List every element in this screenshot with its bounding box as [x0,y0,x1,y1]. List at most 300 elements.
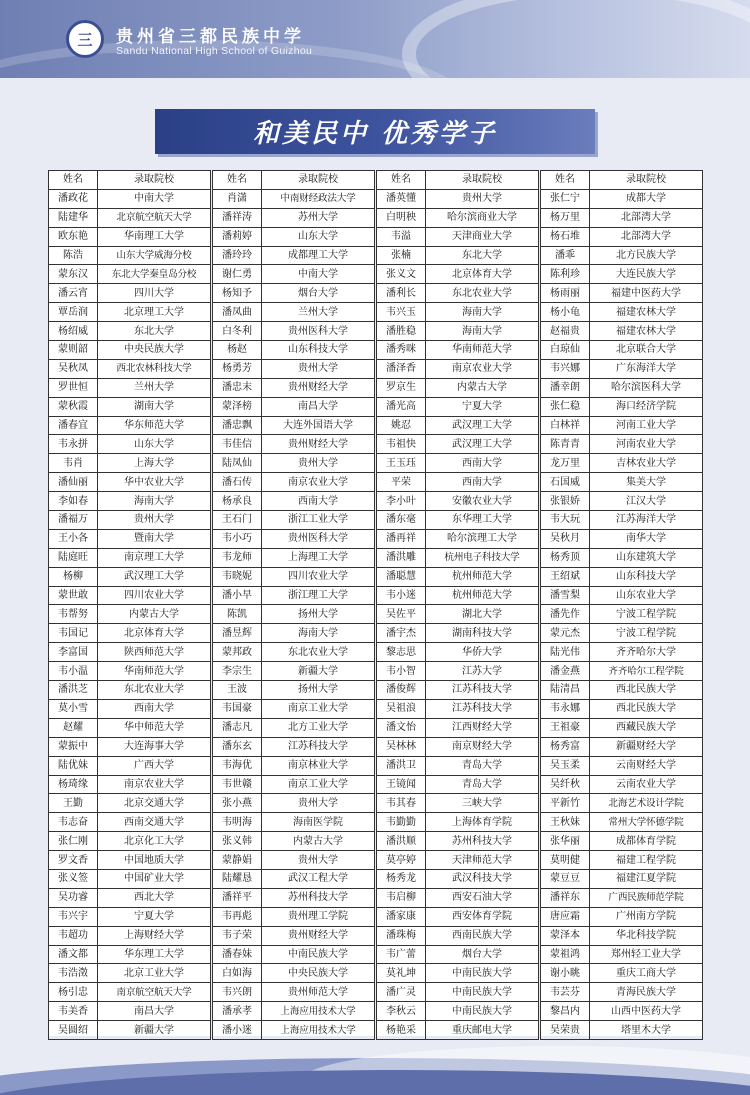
table-row [541,643,703,662]
admitted-school: 武汉理工大学 [426,416,539,435]
admitted-school: 浙江理工大学 [262,586,375,605]
student-name: 潘聪慧 [377,567,426,586]
admitted-school: 天津师范大学 [426,851,539,870]
school-name-chinese: 贵州省三都民族中学 [116,27,305,47]
page-title: 和美民中 优秀学子 [252,119,498,149]
admitted-school: 南昌大学 [98,1002,211,1021]
admitted-school: 北京体育大学 [426,265,539,284]
table-row [49,586,211,605]
admitted-school: 北京化工大学 [98,832,211,851]
student-name: 潘祥平 [213,888,262,907]
student-name: 蒙泽本 [541,926,590,945]
admitted-school: 新疆财经大学 [590,737,703,756]
student-name: 吴佐平 [377,605,426,624]
student-name: 杨琦缘 [49,775,98,794]
student-name: 杨雨丽 [541,284,590,303]
student-name: 王祖豪 [541,718,590,737]
admitted-school: 贵州大学 [262,851,375,870]
admitted-school: 武汉理工大学 [426,435,539,454]
admitted-school: 广东海洋大学 [590,359,703,378]
student-name: 陈浩 [49,246,98,265]
admitted-school: 山东科技大学 [590,567,703,586]
admitted-school: 中南民族大学 [426,964,539,983]
student-name: 李宗生 [213,662,262,681]
table-row [377,246,539,265]
student-name: 杨引忠 [49,983,98,1002]
admitted-school: 贵州医科大学 [262,529,375,548]
header-school: 录取院校 [262,171,375,190]
table-row [377,718,539,737]
table-row [213,624,375,643]
student-name: 韦国记 [49,624,98,643]
admitted-school: 南京工业大学 [262,699,375,718]
table-row [541,869,703,888]
student-name: 韦国豪 [213,699,262,718]
table-row [49,718,211,737]
student-name: 潘昱辉 [213,624,262,643]
admitted-school: 烟台大学 [262,284,375,303]
admitted-school: 西南交通大学 [98,813,211,832]
student-name: 陆凤仙 [213,454,262,473]
admitted-school: 南昌大学 [262,397,375,416]
table-row [377,284,539,303]
student-name: 白如海 [213,964,262,983]
table-row [377,435,539,454]
admitted-school: 海南大学 [426,322,539,341]
admitted-school: 成都体育学院 [590,832,703,851]
admitted-school: 南京财经大学 [426,737,539,756]
student-name: 韦祖快 [377,435,426,454]
student-name: 潘承孝 [213,1002,262,1021]
table-row [541,775,703,794]
student-name: 潘胜稳 [377,322,426,341]
student-name: 白冬利 [213,322,262,341]
table-row [213,832,375,851]
student-name: 杨知予 [213,284,262,303]
admission-table-3 [376,170,539,1036]
student-name: 罗世恒 [49,378,98,397]
admitted-school: 四川大学 [98,284,211,303]
admitted-school: 东北农业大学 [98,681,211,700]
admitted-school: 福建农林大学 [590,303,703,322]
table-row [49,378,211,397]
admitted-school: 南京航空航天大学 [98,983,211,1002]
student-name: 李富国 [49,643,98,662]
admitted-school: 华中师范大学 [98,718,211,737]
admitted-school: 北京航空航天大学 [98,208,211,227]
table-row [377,662,539,681]
header-name: 姓名 [541,171,590,190]
student-name: 潘东玄 [213,737,262,756]
student-name: 韦海优 [213,756,262,775]
admitted-school: 山西中医药大学 [590,1002,703,1021]
table-row [49,567,211,586]
admitted-school: 青岛大学 [426,775,539,794]
student-name: 白林祥 [541,416,590,435]
student-name: 韦肖 [49,454,98,473]
student-name: 杨艳采 [377,1021,426,1040]
admitted-school: 南京理工大学 [98,548,211,567]
student-name: 张银娇 [541,492,590,511]
admitted-school: 宁波工程学院 [590,605,703,624]
student-name: 肖潇 [213,189,262,208]
table-row [213,473,375,492]
table-row [213,888,375,907]
table-row [541,737,703,756]
table-row [541,511,703,530]
table-row [541,681,703,700]
student-name: 潘小早 [213,586,262,605]
table-row [541,227,703,246]
table-row [541,926,703,945]
admitted-school: 上海财经大学 [98,926,211,945]
student-name: 陆优妹 [49,756,98,775]
table-row [213,813,375,832]
table-row [541,303,703,322]
admitted-school: 华南理工大学 [98,227,211,246]
admitted-school: 中南大学 [262,265,375,284]
admitted-school: 广西民族师范学院 [590,888,703,907]
admitted-school: 山东建筑大学 [590,548,703,567]
table-row [213,246,375,265]
table-row [49,983,211,1002]
admitted-school: 成都大学 [590,189,703,208]
student-name: 潘洪雕 [377,548,426,567]
student-name: 杨秀顶 [541,548,590,567]
header-school: 录取院校 [426,171,539,190]
header-name: 姓名 [49,171,98,190]
admitted-school: 西北农林科技大学 [98,359,211,378]
student-name: 吴秋凤 [49,359,98,378]
admitted-school: 吉林农业大学 [590,454,703,473]
student-name: 李如春 [49,492,98,511]
table-row [377,888,539,907]
student-name: 张华丽 [541,832,590,851]
table-row [377,964,539,983]
table-row [377,775,539,794]
table-row [377,832,539,851]
student-name: 潘小迷 [213,1021,262,1040]
student-name: 韦芸芬 [541,983,590,1002]
table-header-row [377,171,539,190]
admitted-school: 广州南方学院 [590,907,703,926]
admitted-school: 陕西师范大学 [98,643,211,662]
table-row [49,397,211,416]
table-row [213,945,375,964]
admitted-school: 东北农业大学 [262,643,375,662]
table-row [541,473,703,492]
student-name: 罗京生 [377,378,426,397]
student-name: 黎昌内 [541,1002,590,1021]
table-row [377,227,539,246]
admitted-school: 南京工业大学 [262,775,375,794]
student-name: 莫亭婷 [377,851,426,870]
table-row [541,983,703,1002]
admitted-school: 武汉工程大学 [262,869,375,888]
student-name: 杨赵 [213,341,262,360]
admitted-school: 四川农业大学 [262,567,375,586]
table-row [49,435,211,454]
table-row [541,1002,703,1021]
table-row [541,322,703,341]
admitted-school: 烟台大学 [426,945,539,964]
admitted-school: 广西大学 [98,756,211,775]
admitted-school: 北方工业大学 [262,718,375,737]
student-name: 蒙秋霞 [49,397,98,416]
admitted-school: 北部湾大学 [590,227,703,246]
table-row [49,888,211,907]
table-row [49,737,211,756]
student-name: 陈青青 [541,435,590,454]
table-row [377,643,539,662]
student-name: 潘雪梨 [541,586,590,605]
admitted-school: 华南师范大学 [98,662,211,681]
table-row [49,322,211,341]
student-name: 潘光高 [377,397,426,416]
table-row [377,359,539,378]
student-name: 蒙豆豆 [541,869,590,888]
admitted-school: 三峡大学 [426,794,539,813]
table-row [213,964,375,983]
student-name: 韦帮努 [49,605,98,624]
admitted-school: 东华理工大学 [426,511,539,530]
table-row [541,586,703,605]
table-row [377,945,539,964]
table-row [49,473,211,492]
student-name: 张仁宁 [541,189,590,208]
table-row [377,511,539,530]
table-row [213,737,375,756]
student-name: 杨石堆 [541,227,590,246]
admitted-school: 江苏科技大学 [262,737,375,756]
table-row [213,662,375,681]
student-name: 韦大玩 [541,511,590,530]
student-name: 韦小迷 [377,586,426,605]
table-row [49,832,211,851]
admitted-school: 中南大学 [98,189,211,208]
admitted-school: 东北大学 [98,322,211,341]
admitted-school: 北京工业大学 [98,964,211,983]
table-row [49,907,211,926]
admitted-school: 西南大学 [426,473,539,492]
admitted-school: 西南民族大学 [426,926,539,945]
table-row [49,624,211,643]
admitted-school: 海南大学 [98,492,211,511]
table-row [213,378,375,397]
admitted-school: 内蒙古大学 [426,378,539,397]
admitted-school: 杭州电子科技大学 [426,548,539,567]
admitted-school: 扬州大学 [262,681,375,700]
table-row [541,492,703,511]
student-name: 潘先作 [541,605,590,624]
table-row [49,492,211,511]
admitted-school: 内蒙古大学 [262,832,375,851]
student-name: 韦兴宇 [49,907,98,926]
table-row [49,851,211,870]
student-name: 蒙世敢 [49,586,98,605]
admitted-school: 苏州大学 [262,208,375,227]
table-row [49,964,211,983]
student-name: 吴纤秋 [541,775,590,794]
table-row [49,189,211,208]
student-name: 吴林林 [377,737,426,756]
student-name: 潘泽香 [377,359,426,378]
admitted-school: 武汉科技大学 [426,869,539,888]
admitted-school: 华中农业大学 [98,473,211,492]
student-name: 龙万里 [541,454,590,473]
admitted-school: 大连海事大学 [98,737,211,756]
admitted-school: 贵州财经大学 [262,435,375,454]
admitted-school: 中央民族大学 [98,341,211,360]
student-name: 蒙静娟 [213,851,262,870]
student-name: 潘福万 [49,511,98,530]
student-name: 潘春妹 [213,945,262,964]
table-row [49,662,211,681]
table-row [213,265,375,284]
student-name: 陈凯 [213,605,262,624]
table-row [377,529,539,548]
admitted-school: 青海民族大学 [590,983,703,1002]
table-row [213,926,375,945]
student-name: 韦兴娜 [541,359,590,378]
admitted-school: 大连民族大学 [590,265,703,284]
student-name: 王镜闻 [377,775,426,794]
admitted-school: 西北大学 [98,888,211,907]
student-name: 潘家康 [377,907,426,926]
student-name: 谢仁勇 [213,265,262,284]
table-row [377,813,539,832]
table-row [213,511,375,530]
admitted-school: 贵州财经大学 [262,926,375,945]
table-row [213,341,375,360]
table-row [213,284,375,303]
admitted-school: 新疆大学 [262,662,375,681]
student-name: 姚忍 [377,416,426,435]
header-name: 姓名 [213,171,262,190]
admitted-school: 兰州大学 [262,303,375,322]
admitted-school: 内蒙古大学 [98,605,211,624]
student-name: 吴功睿 [49,888,98,907]
student-name: 赵耀 [49,718,98,737]
header-school: 录取院校 [590,171,703,190]
table-row [49,303,211,322]
admitted-school: 中国地质大学 [98,851,211,870]
table-row [541,605,703,624]
table-row [49,511,211,530]
table-row [541,888,703,907]
student-name: 韦其春 [377,794,426,813]
student-name: 杨秀龙 [377,869,426,888]
table-row [541,246,703,265]
student-name: 韦晓妮 [213,567,262,586]
table-row [377,737,539,756]
table-row [213,1002,375,1021]
table-row [541,189,703,208]
table-header-row [541,171,703,190]
admitted-school: 东北农业大学 [426,284,539,303]
table-row [49,605,211,624]
student-name: 莫小雪 [49,699,98,718]
admitted-school: 江苏科技大学 [426,699,539,718]
student-name: 韦志奋 [49,813,98,832]
admitted-school: 贵州大学 [426,189,539,208]
admitted-school: 成都理工大学 [262,246,375,265]
table-row [213,189,375,208]
student-name: 王玉珏 [377,454,426,473]
table-row [541,907,703,926]
admission-table-1 [48,170,211,1036]
admitted-school: 上海应用技术大学 [262,1021,375,1040]
table-row [213,567,375,586]
admitted-school: 湖南科技大学 [426,624,539,643]
table-row [213,416,375,435]
student-name: 罗文香 [49,851,98,870]
student-name: 韦子荣 [213,926,262,945]
table-row [49,681,211,700]
table-row [377,1021,539,1040]
student-name: 潘利长 [377,284,426,303]
table-row [377,681,539,700]
student-name: 杨绍威 [49,322,98,341]
student-name: 杨柳 [49,567,98,586]
admitted-school: 上海大学 [98,454,211,473]
table-row [541,397,703,416]
admitted-school: 浙江工业大学 [262,511,375,530]
student-name: 莫礼坤 [377,964,426,983]
student-name: 平新竹 [541,794,590,813]
admitted-school: 东北大学 [426,246,539,265]
student-name: 韦明海 [213,813,262,832]
table-row [377,189,539,208]
admitted-school: 上海应用技术大学 [262,1002,375,1021]
student-name: 潘洪卫 [377,756,426,775]
admitted-school: 哈尔滨理工大学 [426,529,539,548]
table-row [49,227,211,246]
table-row [377,416,539,435]
admitted-school: 南京农业大学 [262,473,375,492]
admitted-school: 北海艺术设计学院 [590,794,703,813]
student-name: 韦超功 [49,926,98,945]
table-row [377,851,539,870]
admitted-school: 大连外国语大学 [262,416,375,435]
table-row [541,454,703,473]
admitted-school: 西藏民族大学 [590,718,703,737]
student-name: 潘金燕 [541,662,590,681]
table-row [377,548,539,567]
student-name: 潘英懂 [377,189,426,208]
student-name: 李秋云 [377,1002,426,1021]
admitted-school: 贵州师范大学 [262,983,375,1002]
student-name: 韦再彪 [213,907,262,926]
table-row [213,756,375,775]
student-name: 潘洪顺 [377,832,426,851]
table-row [541,851,703,870]
admitted-school: 哈尔滨商业大学 [426,208,539,227]
admitted-school: 贵州大学 [262,454,375,473]
table-row [541,567,703,586]
table-row [49,756,211,775]
student-name: 潘仙丽 [49,473,98,492]
admitted-school: 海南大学 [426,303,539,322]
table-row [213,699,375,718]
table-row [377,586,539,605]
admitted-school: 贵州大学 [98,511,211,530]
student-name: 潘广灵 [377,983,426,1002]
student-name: 潘秀咪 [377,341,426,360]
table-row [49,284,211,303]
admitted-school: 华北科技学院 [590,926,703,945]
admitted-school: 西安石油大学 [426,888,539,907]
